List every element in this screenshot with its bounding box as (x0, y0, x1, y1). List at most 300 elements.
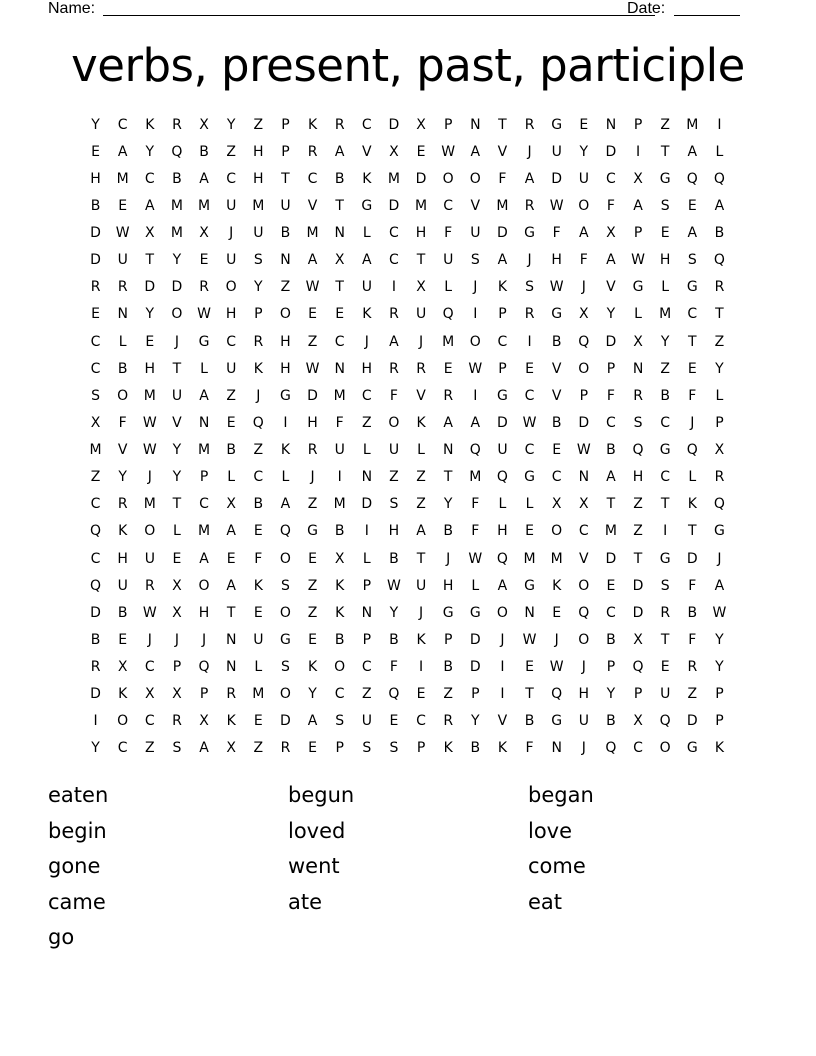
grid-cell[interactable]: M (686, 116, 699, 133)
grid-cell[interactable]: C (90, 550, 101, 567)
grid-cell[interactable]: V (551, 360, 562, 377)
grid-cell[interactable]: R (660, 604, 671, 621)
grid-cell[interactable]: B (524, 713, 535, 730)
grid-cell[interactable]: R (443, 387, 454, 404)
grid-cell[interactable]: M (198, 523, 211, 540)
grid-cell[interactable]: N (280, 252, 291, 269)
grid-cell[interactable]: E (416, 686, 426, 703)
grid-cell[interactable]: U (361, 279, 372, 296)
grid-cell[interactable]: S (687, 252, 697, 269)
grid-cell[interactable]: K (118, 523, 128, 540)
grid-cell[interactable]: H (253, 170, 264, 187)
grid-cell[interactable]: C (144, 170, 155, 187)
grid-cell[interactable]: J (147, 631, 152, 648)
grid-cell[interactable]: W (522, 631, 537, 648)
grid-cell[interactable]: W (142, 414, 157, 431)
grid-cell[interactable]: X (199, 225, 209, 242)
grid-cell[interactable]: W (441, 143, 456, 160)
grid-cell[interactable]: R (389, 360, 399, 377)
grid-cell[interactable]: P (416, 740, 426, 757)
grid-cell[interactable]: O (225, 279, 237, 296)
grid-cell[interactable]: S (660, 197, 670, 214)
grid-cell[interactable]: P (335, 740, 344, 757)
grid-cell[interactable]: E (308, 631, 317, 648)
grid-cell[interactable]: I (717, 116, 722, 133)
grid-cell[interactable]: N (225, 659, 237, 676)
grid-cell[interactable]: I (527, 333, 532, 350)
grid-cell[interactable]: G (497, 387, 508, 404)
grid-cell[interactable]: M (550, 550, 563, 567)
grid-cell[interactable]: D (605, 143, 617, 160)
grid-cell[interactable]: Q (605, 740, 617, 757)
grid-cell[interactable]: M (143, 387, 156, 404)
grid-cell[interactable]: F (254, 550, 263, 567)
grid-cell[interactable]: D (686, 550, 698, 567)
grid-cell[interactable]: S (389, 496, 399, 513)
grid-cell[interactable]: W (115, 225, 130, 242)
grid-cell[interactable]: D (90, 225, 101, 242)
grid-cell[interactable]: Z (253, 740, 264, 757)
grid-cell[interactable]: Y (226, 116, 236, 133)
grid-cell[interactable]: P (606, 659, 616, 676)
grid-cell[interactable]: D (551, 170, 563, 187)
grid-cell[interactable]: J (717, 550, 722, 567)
grid-cell[interactable]: X (145, 686, 155, 703)
grid-cell[interactable]: C (226, 333, 237, 350)
grid-cell[interactable]: C (389, 252, 399, 269)
grid-cell[interactable]: F (552, 225, 561, 242)
grid-cell[interactable]: Q (469, 442, 481, 459)
grid-cell[interactable]: B (226, 442, 236, 459)
grid-cell[interactable]: B (280, 225, 291, 242)
grid-cell[interactable]: N (225, 631, 237, 648)
grid-cell[interactable]: W (468, 360, 483, 377)
grid-cell[interactable]: B (334, 523, 345, 540)
grid-cell[interactable]: I (473, 387, 478, 404)
grid-cell[interactable]: O (496, 604, 508, 621)
grid-cell[interactable]: G (524, 469, 535, 486)
grid-cell[interactable]: P (199, 686, 209, 703)
grid-cell[interactable]: B (551, 333, 562, 350)
grid-cell[interactable]: K (416, 631, 426, 648)
grid-cell[interactable]: C (90, 333, 101, 350)
grid-cell[interactable]: W (522, 414, 537, 431)
grid-cell[interactable]: J (581, 279, 586, 296)
grid-cell[interactable]: Q (632, 659, 644, 676)
grid-cell[interactable]: Z (226, 143, 236, 160)
grid-cell[interactable]: G (524, 225, 535, 242)
grid-cell[interactable]: M (604, 523, 617, 540)
grid-cell[interactable]: L (498, 496, 507, 513)
grid-cell[interactable]: D (144, 279, 156, 296)
grid-cell[interactable]: W (576, 442, 591, 459)
grid-cell[interactable]: G (307, 523, 318, 540)
grid-cell[interactable]: F (606, 197, 615, 214)
grid-cell[interactable]: R (524, 116, 535, 133)
grid-cell[interactable]: A (497, 252, 508, 269)
grid-cell[interactable]: X (714, 442, 725, 459)
grid-cell[interactable]: T (498, 116, 507, 133)
grid-cell[interactable]: C (361, 387, 372, 404)
grid-cell[interactable]: W (305, 360, 320, 377)
grid-cell[interactable]: C (524, 387, 535, 404)
grid-cell[interactable]: E (118, 197, 128, 214)
grid-cell[interactable]: A (416, 523, 426, 540)
grid-cell[interactable]: Q (442, 306, 454, 323)
grid-cell[interactable]: H (578, 686, 590, 703)
grid-cell[interactable]: H (144, 360, 156, 377)
grid-cell[interactable]: N (524, 604, 535, 621)
grid-cell[interactable]: E (443, 360, 453, 377)
grid-cell[interactable]: E (118, 631, 128, 648)
grid-cell[interactable]: F (688, 387, 697, 404)
grid-cell[interactable]: B (687, 604, 698, 621)
grid-cell[interactable]: B (172, 170, 182, 187)
grid-cell[interactable]: C (117, 740, 128, 757)
grid-cell[interactable]: Y (606, 686, 616, 703)
grid-cell[interactable]: L (254, 659, 263, 676)
grid-cell[interactable]: F (579, 252, 588, 269)
grid-cell[interactable]: T (172, 496, 182, 513)
grid-cell[interactable]: M (333, 387, 346, 404)
grid-cell[interactable]: R (687, 659, 698, 676)
grid-cell[interactable]: Q (198, 659, 210, 676)
grid-cell[interactable]: U (551, 143, 562, 160)
grid-cell[interactable]: R (117, 279, 128, 296)
grid-cell[interactable]: C (361, 659, 372, 676)
grid-cell[interactable]: V (117, 442, 128, 459)
grid-cell[interactable]: R (416, 360, 426, 377)
grid-cell[interactable]: G (469, 604, 481, 621)
grid-cell[interactable]: W (197, 306, 211, 323)
grid-cell[interactable]: O (578, 631, 590, 648)
grid-cell[interactable]: Z (307, 333, 318, 350)
grid-cell[interactable]: A (470, 143, 481, 160)
grid-cell[interactable]: Y (145, 143, 155, 160)
grid-cell[interactable]: P (443, 631, 453, 648)
grid-cell[interactable]: C (199, 496, 209, 513)
grid-cell[interactable]: E (308, 306, 317, 323)
grid-cell[interactable]: N (632, 360, 644, 377)
grid-cell[interactable]: B (117, 360, 128, 377)
grid-cell[interactable]: W (468, 550, 483, 567)
grid-cell[interactable]: C (633, 740, 643, 757)
grid-cell[interactable]: J (174, 333, 179, 350)
grid-cell[interactable]: H (551, 252, 562, 269)
grid-cell[interactable]: U (578, 713, 589, 730)
grid-cell[interactable]: E (525, 523, 534, 540)
grid-cell[interactable]: Z (687, 686, 698, 703)
grid-cell[interactable]: H (198, 604, 210, 621)
grid-cell[interactable]: Y (91, 740, 100, 757)
grid-cell[interactable]: U (117, 252, 128, 269)
grid-cell[interactable]: G (280, 387, 291, 404)
grid-cell[interactable]: N (470, 116, 481, 133)
grid-cell[interactable]: M (333, 496, 346, 513)
grid-cell[interactable]: C (90, 360, 101, 377)
grid-cell[interactable]: Z (145, 740, 155, 757)
grid-cell[interactable]: Z (90, 469, 101, 486)
grid-cell[interactable]: Y (443, 496, 453, 513)
grid-cell[interactable]: L (661, 279, 670, 296)
grid-cell[interactable]: K (280, 442, 291, 459)
grid-cell[interactable]: D (90, 252, 101, 269)
grid-cell[interactable]: A (226, 523, 236, 540)
grid-cell[interactable]: U (226, 197, 237, 214)
grid-cell[interactable]: E (606, 577, 616, 594)
grid-cell[interactable]: L (471, 577, 480, 594)
grid-cell[interactable]: S (389, 740, 399, 757)
grid-cell[interactable]: C (334, 333, 345, 350)
grid-cell[interactable]: H (280, 333, 291, 350)
grid-cell[interactable]: Z (714, 333, 725, 350)
grid-cell[interactable]: M (170, 197, 183, 214)
grid-cell[interactable]: R (307, 143, 318, 160)
grid-cell[interactable]: D (388, 197, 400, 214)
grid-cell[interactable]: Q (279, 523, 291, 540)
grid-cell[interactable]: W (142, 442, 157, 459)
grid-cell[interactable]: N (117, 306, 128, 323)
grid-cell[interactable]: S (525, 279, 534, 296)
grid-cell[interactable]: R (714, 279, 725, 296)
grid-cell[interactable]: B (551, 414, 562, 431)
grid-cell[interactable]: R (90, 659, 101, 676)
grid-cell[interactable]: H (253, 143, 264, 160)
grid-cell[interactable]: Z (633, 523, 643, 540)
grid-cell[interactable]: C (443, 197, 454, 214)
grid-cell[interactable]: Z (389, 469, 399, 486)
grid-cell[interactable]: P (606, 360, 616, 377)
grid-cell[interactable]: H (442, 577, 454, 594)
grid-cell[interactable]: W (549, 197, 564, 214)
grid-cell[interactable]: D (361, 496, 373, 513)
grid-cell[interactable]: M (116, 170, 129, 187)
grid-cell[interactable]: V (497, 143, 508, 160)
grid-cell[interactable]: B (714, 225, 725, 242)
grid-cell[interactable]: V (416, 387, 426, 404)
grid-cell[interactable]: L (525, 496, 534, 513)
grid-cell[interactable]: B (443, 523, 453, 540)
grid-cell[interactable]: N (334, 360, 345, 377)
grid-cell[interactable]: Q (713, 496, 725, 513)
grid-cell[interactable]: A (334, 143, 345, 160)
grid-cell[interactable]: S (660, 577, 670, 594)
grid-cell[interactable]: A (443, 414, 453, 431)
grid-cell[interactable]: Q (659, 713, 671, 730)
grid-cell[interactable]: O (171, 306, 183, 323)
grid-cell[interactable]: D (632, 577, 644, 594)
grid-cell[interactable]: M (252, 686, 265, 703)
grid-cell[interactable]: Z (416, 496, 426, 513)
grid-cell[interactable]: C (253, 469, 264, 486)
grid-cell[interactable]: O (279, 306, 291, 323)
grid-cell[interactable]: P (281, 116, 290, 133)
grid-cell[interactable]: F (498, 170, 507, 187)
grid-cell[interactable]: D (388, 116, 400, 133)
grid-cell[interactable]: A (497, 577, 508, 594)
grid-cell[interactable]: E (308, 740, 317, 757)
grid-cell[interactable]: E (335, 306, 345, 323)
grid-cell[interactable]: W (549, 279, 564, 296)
grid-cell[interactable]: B (90, 631, 101, 648)
grid-cell[interactable]: C (687, 306, 698, 323)
grid-cell[interactable]: L (118, 333, 127, 350)
grid-cell[interactable]: R (253, 333, 264, 350)
grid-cell[interactable]: Q (578, 604, 590, 621)
grid-cell[interactable]: U (470, 225, 481, 242)
grid-cell[interactable]: H (497, 523, 508, 540)
grid-cell[interactable]: F (471, 496, 480, 513)
grid-cell[interactable]: U (144, 550, 155, 567)
grid-cell[interactable]: E (687, 360, 697, 377)
grid-cell[interactable]: J (500, 631, 505, 648)
grid-cell[interactable]: X (334, 252, 345, 269)
grid-cell[interactable]: L (634, 306, 642, 323)
grid-cell[interactable]: E (199, 252, 209, 269)
grid-cell[interactable]: A (687, 225, 698, 242)
grid-cell[interactable]: D (280, 713, 291, 730)
grid-cell[interactable]: Y (471, 713, 480, 730)
grid-cell[interactable]: N (198, 414, 210, 431)
grid-cell[interactable]: R (389, 306, 399, 323)
grid-cell[interactable]: O (469, 333, 481, 350)
grid-cell[interactable]: G (686, 740, 698, 757)
grid-cell[interactable]: V (307, 197, 318, 214)
grid-cell[interactable]: Y (389, 604, 399, 621)
grid-cell[interactable]: H (388, 523, 400, 540)
grid-cell[interactable]: S (470, 252, 480, 269)
grid-cell[interactable]: T (688, 333, 697, 350)
grid-cell[interactable]: B (470, 740, 481, 757)
grid-cell[interactable]: E (579, 116, 589, 133)
grid-cell[interactable]: T (416, 550, 426, 567)
grid-cell[interactable]: A (714, 197, 725, 214)
grid-cell[interactable]: O (659, 740, 671, 757)
grid-cell[interactable]: V (362, 143, 372, 160)
grid-cell[interactable]: X (90, 414, 101, 431)
grid-cell[interactable]: C (226, 170, 237, 187)
grid-cell[interactable]: E (253, 713, 263, 730)
grid-cell[interactable]: E (91, 143, 100, 160)
grid-cell[interactable]: Z (253, 116, 264, 133)
grid-cell[interactable]: A (199, 387, 209, 404)
grid-cell[interactable]: E (253, 604, 263, 621)
grid-cell[interactable]: Q (686, 442, 698, 459)
grid-cell[interactable]: Q (578, 333, 590, 350)
grid-cell[interactable]: A (606, 469, 616, 486)
grid-cell[interactable]: O (388, 414, 400, 431)
grid-cell[interactable]: Q (551, 686, 563, 703)
grid-cell[interactable]: S (172, 740, 182, 757)
grid-cell[interactable]: P (471, 686, 480, 703)
grid-cell[interactable]: L (417, 442, 425, 459)
grid-cell[interactable]: K (552, 577, 562, 594)
grid-cell[interactable]: M (143, 496, 156, 513)
grid-cell[interactable]: A (117, 143, 128, 160)
grid-cell[interactable]: Q (252, 414, 264, 431)
grid-cell[interactable]: R (524, 197, 535, 214)
grid-cell[interactable]: M (442, 333, 455, 350)
grid-cell[interactable]: J (554, 631, 559, 648)
grid-cell[interactable]: B (606, 442, 616, 459)
grid-cell[interactable]: K (687, 496, 697, 513)
grid-cell[interactable]: I (337, 469, 342, 486)
grid-cell[interactable]: E (91, 306, 100, 323)
grid-cell[interactable]: U (415, 306, 427, 323)
grid-cell[interactable]: G (659, 550, 671, 567)
grid-cell[interactable]: R (524, 306, 535, 323)
grid-cell[interactable]: T (335, 197, 344, 214)
grid-cell[interactable]: K (335, 604, 345, 621)
grid-cell[interactable]: G (659, 170, 671, 187)
grid-cell[interactable]: G (524, 577, 535, 594)
grid-cell[interactable]: T (660, 631, 670, 648)
grid-cell[interactable]: F (335, 414, 344, 431)
grid-cell[interactable]: D (90, 686, 101, 703)
grid-cell[interactable]: T (660, 496, 670, 513)
grid-cell[interactable]: K (362, 306, 372, 323)
grid-cell[interactable]: Q (90, 577, 102, 594)
grid-cell[interactable]: K (362, 170, 372, 187)
grid-cell[interactable]: X (551, 496, 562, 513)
grid-cell[interactable]: H (280, 360, 291, 377)
grid-cell[interactable]: U (578, 170, 589, 187)
grid-cell[interactable]: O (551, 523, 563, 540)
grid-cell[interactable]: P (199, 469, 209, 486)
letter-grid[interactable] (82, 111, 733, 762)
grid-cell[interactable]: J (364, 333, 369, 350)
grid-cell[interactable]: O (279, 686, 291, 703)
grid-cell[interactable]: K (118, 686, 128, 703)
grid-cell[interactable]: Y (172, 469, 182, 486)
grid-cell[interactable]: E (308, 550, 317, 567)
grid-cell[interactable]: G (551, 116, 563, 133)
grid-cell[interactable]: O (442, 170, 454, 187)
grid-cell[interactable]: D (469, 659, 481, 676)
grid-cell[interactable]: X (172, 604, 182, 621)
grid-cell[interactable]: Q (713, 252, 725, 269)
grid-cell[interactable]: C (660, 469, 671, 486)
grid-cell[interactable]: L (362, 550, 371, 567)
grid-cell[interactable]: B (606, 631, 616, 648)
grid-cell[interactable]: Q (686, 170, 698, 187)
grid-cell[interactable]: J (527, 143, 532, 160)
grid-cell[interactable]: A (199, 550, 209, 567)
grid-cell[interactable]: S (253, 252, 263, 269)
grid-cell[interactable]: J (446, 550, 451, 567)
grid-cell[interactable]: W (631, 252, 645, 269)
grid-cell[interactable]: O (198, 577, 210, 594)
grid-cell[interactable]: Q (713, 170, 725, 187)
grid-cell[interactable]: U (415, 577, 427, 594)
grid-cell[interactable]: H (225, 306, 237, 323)
grid-cell[interactable]: K (714, 740, 725, 757)
grid-cell[interactable]: M (252, 197, 265, 214)
grid-cell[interactable]: B (660, 387, 670, 404)
grid-cell[interactable]: N (605, 116, 617, 133)
grid-cell[interactable]: Y (308, 686, 317, 703)
grid-cell[interactable]: M (496, 197, 509, 214)
grid-cell[interactable]: O (469, 170, 481, 187)
grid-cell[interactable]: X (633, 631, 643, 648)
grid-cell[interactable]: J (690, 414, 695, 431)
grid-cell[interactable]: P (443, 116, 453, 133)
grid-cell[interactable]: C (389, 225, 399, 242)
grid-cell[interactable]: A (307, 713, 318, 730)
grid-cell[interactable]: Z (633, 496, 643, 513)
grid-cell[interactable]: G (632, 279, 644, 296)
grid-cell[interactable]: T (281, 170, 290, 187)
